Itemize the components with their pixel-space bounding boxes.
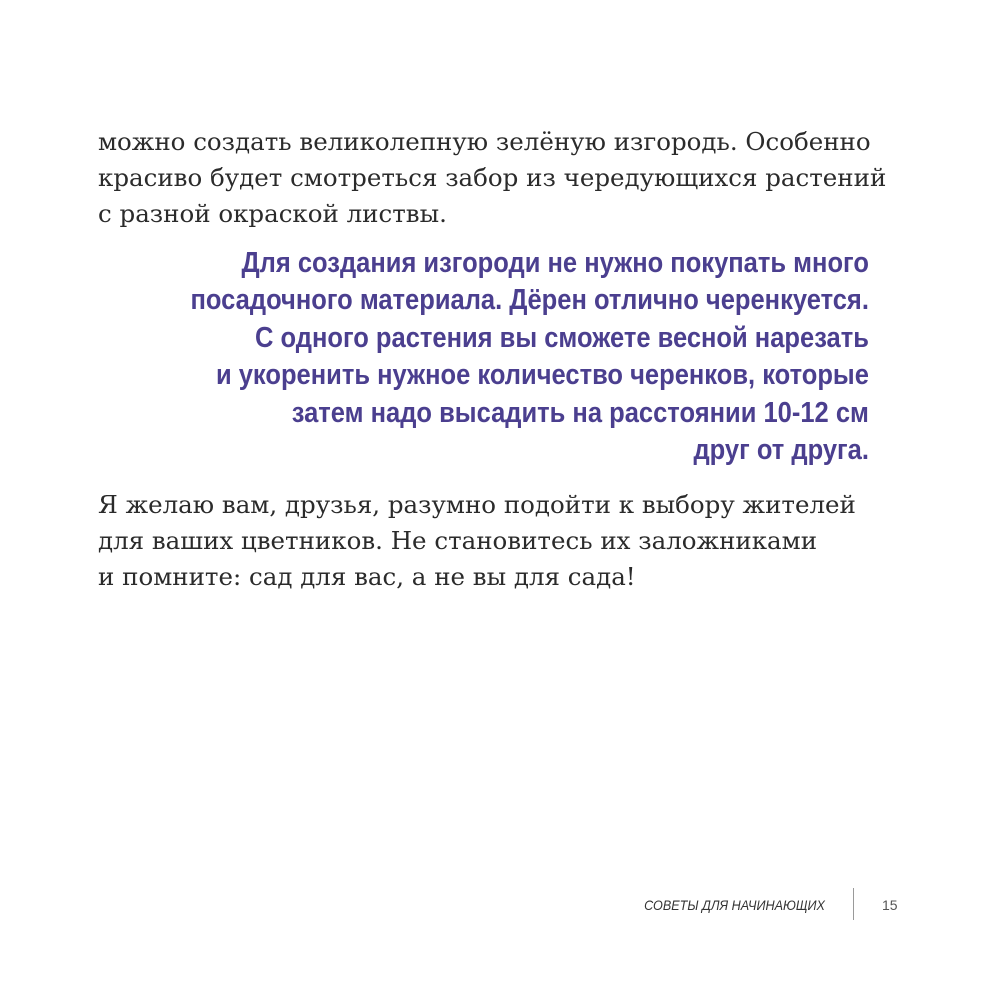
page-number: 15 — [882, 897, 898, 913]
quote-line: и укоренить нужное количество черенков, которые — [216, 359, 870, 392]
running-footer-title: СОВЕТЫ ДЛЯ НАЧИНАЮЩИХ — [644, 897, 825, 913]
footer-divider — [853, 888, 854, 920]
quote-line: затем надо высадить на расстоянии 10-12 см — [291, 396, 869, 429]
text-line: красиво будет смотреться забор из чередующихся растений — [98, 163, 887, 192]
quote-line: посадочного материала. Дёрен отлично черенкуется. — [190, 284, 869, 317]
quote-line: С одного растения вы сможете весной нарезать — [255, 321, 870, 354]
quote-line: друг от друга. — [693, 434, 869, 467]
text-line: для ваших цветников. Не становитесь их заложниками — [98, 526, 818, 555]
text-line: Я желаю вам, друзья, разумно подойти к выбору жителей — [98, 490, 856, 519]
text-line: с разной окраской листвы. — [98, 199, 447, 228]
text-line: можно создать великолепную зелёную изгородь. Особенно — [98, 127, 871, 156]
pull-quote — [191, 245, 869, 469]
body-paragraph-bottom — [98, 487, 898, 595]
quote-line: Для создания изгороди не нужно покупать много — [241, 247, 869, 279]
text-line: и помните: сад для вас, а не вы для сада! — [98, 562, 636, 591]
body-paragraph-top — [98, 124, 898, 232]
